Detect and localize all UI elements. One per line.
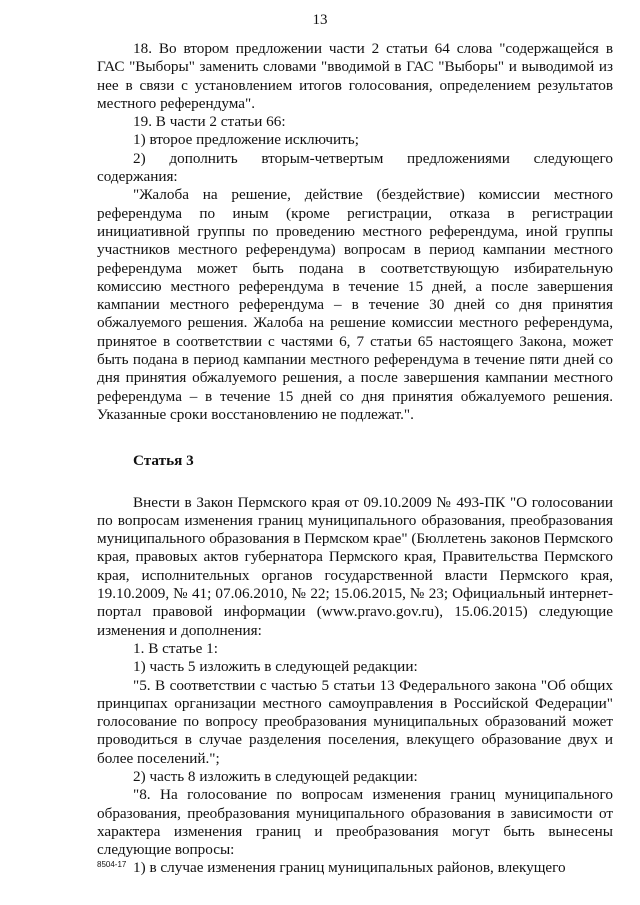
paragraph-part-5-instruction: 1) часть 5 изложить в следующей редакции:	[133, 658, 418, 676]
paragraph-subitem-1: 1) второе предложение исключить;	[133, 131, 359, 149]
paragraph-amend-law: Внести в Закон Пермского края от 09.10.2009 № 493-ПК "О голосовании по вопросам изменения границ муниципального образования, преобразования муниципального образования в Пермском крае" (Бюллетень законов Пермского края, правовых актов губернатора Пермского края, Правительства Пермского края, исполнительных органов государственной власти Пермского края, 19.10.2009, № 41; 07.06.2010, № 22; 15.06.2015, № 23; Официальный интернет-портал правовой информации (www.pravo.gov.ru), 15.06.2015) следующие изменения и дополнения:	[97, 493, 613, 639]
paragraph-part-8-item-1: 1) в случае изменения границ муниципальных районов, влекущего	[133, 859, 566, 877]
paragraph-subitem-2: 2) дополнить вторым-четвертым предложениями следующего содержания:	[97, 149, 613, 186]
article-heading: Статья 3	[133, 452, 194, 470]
footer-document-code: 8504-17	[97, 860, 127, 869]
paragraph-part-5-text: "5. В соответствии с частью 5 статьи 13 Федерального закона "Об общих принципах организации местного самоуправления в Российской Федерации" голосование по вопросу преобразования муниципальных образований может проводиться в случае разделения поселения, влекущего образование двух и более поселений.";	[97, 676, 613, 767]
paragraph-quoted-complaint: "Жалоба на решение, действие (бездействие) комиссии местного референдума по иным (кроме регистрации, отказа в регистрации инициативной группы по проведению местного референдума, иной группы участников местного референдума) вопросам в период кампании местного референдума может быть подана в соответствующую избирательную комиссию местного референдума в течение 15 дней, а после завершения кампании местного референдума – в течение 30 дней со дня принятия обжалуемого решения. Жалоба на решение комиссии местного референдума, принятое в соответствии с частями 6, 7 статьи 65 настоящего Закона, может быть подана в период кампании местного референдума в течение пяти дней со дня принятия обжалуемого решения, а после завершения кампании местного референдума – в течение 15 дней со дня принятия обжалуемого решения. Указанные сроки восстановлению не подлежат.".	[97, 186, 613, 423]
paragraph-item-19: 19. В части 2 статьи 66:	[133, 113, 286, 131]
paragraph-part-8-text: "8. На голосование по вопросам изменения границ муниципального образования, преобразования муниципального образования в зависимости от характера изменения границ и преобразования могут быть вынесены следующие вопросы:	[97, 786, 613, 859]
document-body	[97, 40, 613, 878]
paragraph-article-1: 1. В статье 1:	[133, 639, 218, 657]
page-number: 13	[312, 12, 328, 28]
paragraph-item-18: 18. Во втором предложении части 2 статьи 64 слова "содержащейся в ГАС "Выборы" заменить словами "вводимой в ГАС "Выборы" и выводимой из нее в связи с установлением итогов голосования, определением результатов местного референдума".	[97, 40, 613, 112]
paragraph-part-8-instruction: 2) часть 8 изложить в следующей редакции:	[133, 767, 418, 785]
